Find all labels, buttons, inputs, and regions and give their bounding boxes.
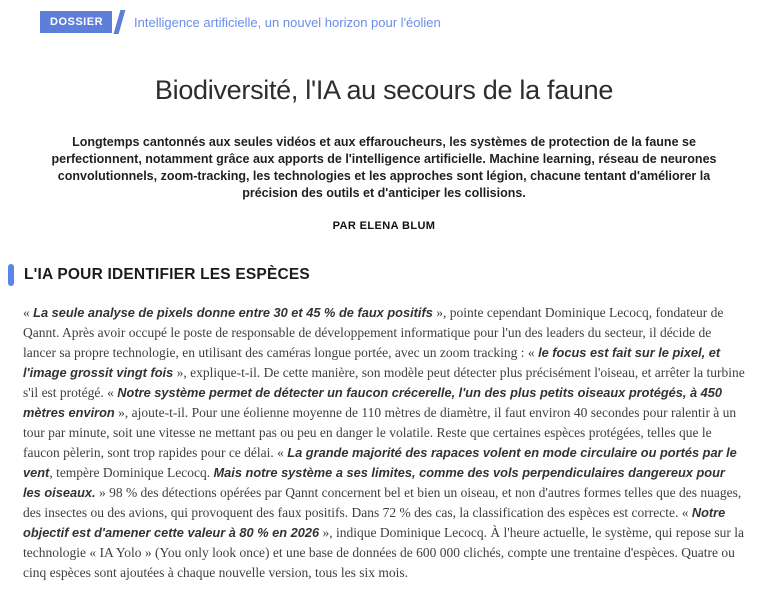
body-text: », explique-t-il. De cette manière, son modèle peut détecter plus précisément l'oiseau, et arrêter la turbine s'il est protégé. « bbox=[23, 365, 745, 400]
quoted-speech: Notre système permet de détecter un faucon crécerelle, l'un des plus petits oiseaux protégés, à 450 mètres environ bbox=[23, 385, 723, 420]
dossier-badge[interactable]: DOSSIER bbox=[40, 11, 112, 33]
body-text: « bbox=[23, 305, 34, 320]
badge-slash-icon bbox=[114, 10, 126, 34]
quoted-speech: La grande majorité des rapaces volent en mode circulaire ou portés par le vent bbox=[23, 445, 737, 480]
dossier-header bbox=[0, 0, 768, 35]
section-heading bbox=[8, 264, 768, 286]
body-text: », pointe cependant Dominique Lecocq, fondateur de Qannt. Après avoir occupé le poste de responsable de développement informatique pour l'un des leaders du secteur, il décide de lancer sa propre technologie, en utilisant des caméras longue portée, avec un zoom tracking : « bbox=[23, 305, 724, 360]
article-byline: PAR ELENA BLUM bbox=[332, 220, 436, 232]
article-title: Biodiversité, l'IA au secours de la faune bbox=[154, 75, 614, 105]
article-standfirst: Longtemps cantonnés aux seules vidéos et aux effaroucheurs, les systèmes de protection de la faune se perfectionnent, notamment grâce aux apports de l'intelligence artificielle. Machine learning, réseau de neurones convolutionnels, zoom-tracking, les technologies et les approches sont légion, chacune tentant d'améliorer la précision des outils et d'anticiper les collisions. bbox=[51, 135, 717, 200]
quoted-speech: Notre objectif est d'amener cette valeur à 80 % en 2026 bbox=[23, 505, 726, 540]
body-text: » 98 % des détections opérées par Qannt concernent bel et bien un oiseau, et non d'autres formes telles que des nuages, des insectes ou des avions, qui provoquent des faux positifs. Dans 72 % des cas, la classification des espèces est correcte. « bbox=[23, 485, 742, 520]
article-body bbox=[23, 303, 745, 583]
quoted-speech: le focus est fait sur le pixel, et l'image grossit vingt fois bbox=[23, 345, 721, 380]
accent-bar bbox=[8, 264, 14, 286]
body-text: », indique Dominique Lecocq. À l'heure actuelle, le système, qui repose sur la technologie « IA Yolo » (You only look once) et une base de données de 600 000 clichés, compte une trentaine d'espèces. Quatre ou cinq espèces sont ajoutées à chaque nouvelle version, tous les six mois. bbox=[23, 525, 745, 580]
quoted-speech: Mais notre système a ses limites, comme des vols perpendiculaires dangereux pour les oiseaux. bbox=[23, 465, 725, 500]
body-text: , tempère Dominique Lecocq. bbox=[49, 465, 214, 480]
quoted-speech: La seule analyse de pixels donne entre 30 et 45 % de faux positifs bbox=[33, 305, 433, 320]
body-text: », ajoute-t-il. Pour une éolienne moyenne de 110 mètres de diamètre, il faut environ 40 secondes pour ralentir à un tour par minute, soit une vitesse ne mettant pas ou peu en danger le volatile. Reste que certaines espèces protégées, telles que le faucon pèlerin, sont trop rapides pour ce délai. « bbox=[23, 405, 737, 460]
article bbox=[0, 75, 768, 583]
series-link[interactable]: Intelligence artificielle, un nouvel horizon pour l'éolien bbox=[134, 14, 441, 30]
section-heading-label: L'IA POUR IDENTIFIER LES ESPÈCES bbox=[24, 266, 310, 283]
